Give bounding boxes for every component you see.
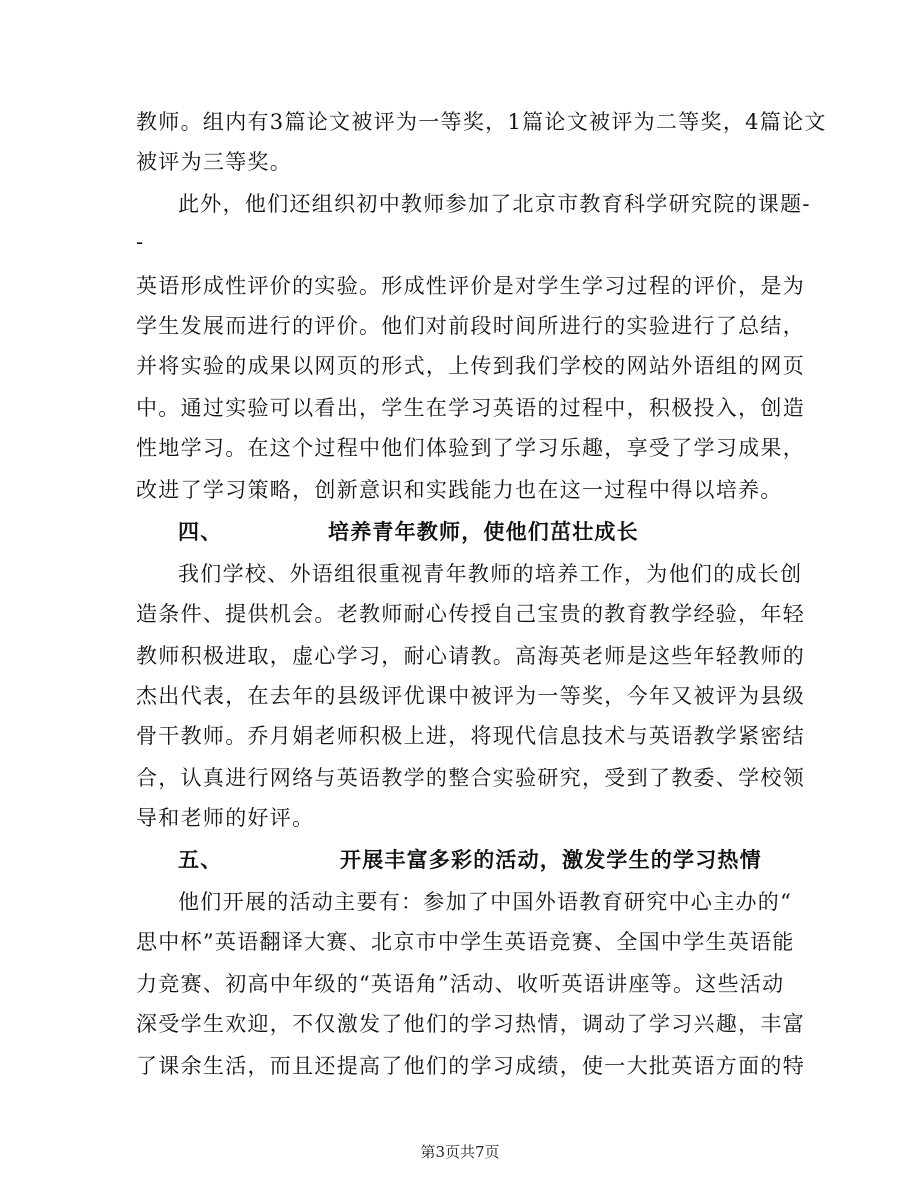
page-number-footer: 第3页共7页 [420,1143,500,1161]
paragraph-line: 合，认真进行网络与英语教学的整合实验研究，受到了教委、学校领 [136,766,805,790]
paragraph-line: 造条件、提供机会。老教师耐心传授自己宝贵的教育教学经验，年轻 [136,602,805,626]
paragraph-line: 我们学校、外语组很重视青年教师的培养工作，为他们的成长创 [178,562,803,586]
paragraph-line: 了课余生活，而且还提高了他们的学习成绩，使一大批英语方面的特 [136,1054,805,1078]
paragraph-line: 此外，他们还组织初中教师参加了北京市教育科学研究院的课题- [178,192,811,216]
paragraph-line: 骨干教师。乔月娟老师积极上进，将现代信息技术与英语教学紧密结 [136,724,805,748]
paragraph-line: - [136,230,145,254]
paragraph-line: 并将实验的成果以网页的形式，上传到我们学校的网站外语组的网页 [136,354,805,378]
paragraph-line: 杰出代表，在去年的县级评优课中被评为一等奖，今年又被评为县级 [136,684,805,708]
section-heading-number: 五、 [178,847,223,872]
paragraph-line: 导和老师的好评。 [136,806,315,830]
section-heading-number: 四、 [178,519,223,544]
paragraph-line: 力竞赛、初高中年级的“英语角”活动、收听英语讲座等。这些活动 [136,972,785,996]
paragraph-line: 教师。组内有3篇论文被评为一等奖，1篇论文被评为二等奖，4篇论文 [136,110,827,134]
paragraph-line: 学生发展而进行的评价。他们对前段时间所进行的实验进行了总结， [136,314,805,338]
paragraph-line: 性地学习。在这个过程中他们体验到了学习乐趣，享受了学习成果， [136,436,805,460]
section-heading-title: 培养青年教师，使他们茁壮成长 [328,519,639,544]
paragraph-line: 中。通过实验可以看出，学生在学习英语的过程中，积极投入，创造 [136,396,805,420]
paragraph-line: 教师积极进取，虚心学习，耐心请教。高海英老师是这些年轻教师的 [136,644,805,668]
paragraph-line: 深受学生欢迎，不仅激发了他们的学习热情，调动了学习兴趣，丰富 [136,1012,805,1036]
section-heading-title: 开展丰富多彩的活动，激发学生的学习热情 [340,847,762,872]
paragraph-line: 被评为三等奖。 [136,150,293,174]
paragraph-line: 改进了学习策略，创新意识和实践能力也在这一过程中得以培养。 [136,478,783,502]
paragraph-line: 思中杯”英语翻译大赛、北京市中学生英语竞赛、全国中学生英语能 [136,930,795,954]
paragraph-line: 英语形成性评价的实验。形成性评价是对学生学习过程的评价，是为 [136,274,805,298]
paragraph-line: 他们开展的活动主要有：参加了中国外语教育研究中心主办的“ [178,890,793,914]
